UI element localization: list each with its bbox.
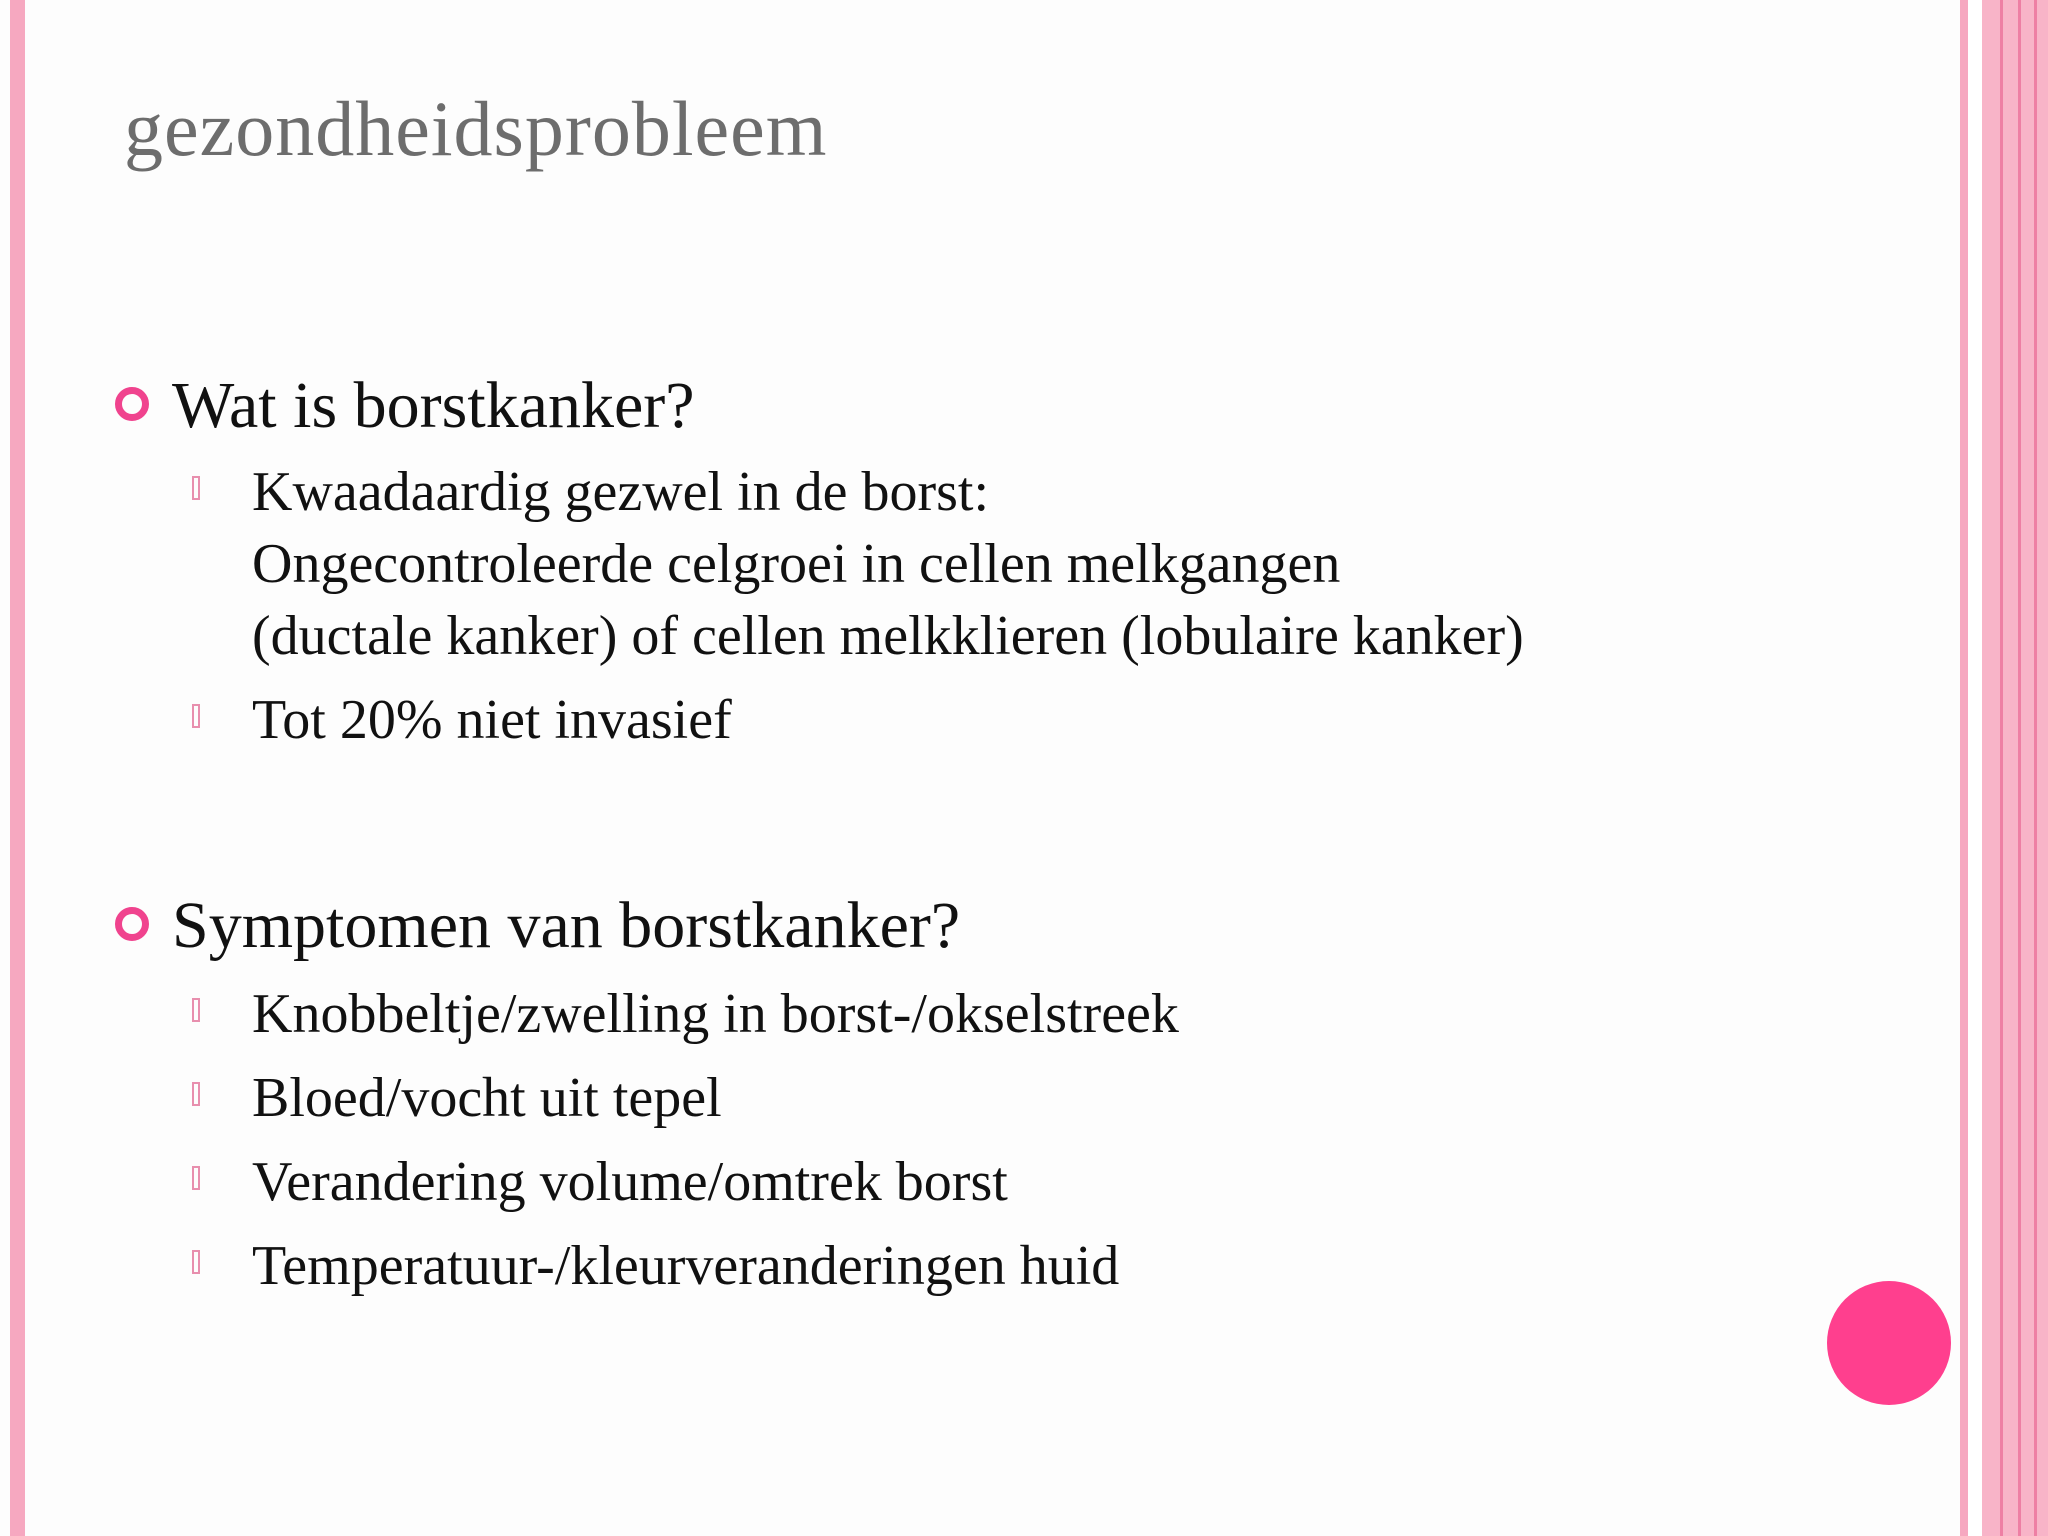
ring-bullet-icon [115, 387, 149, 421]
bullet-icon [192, 704, 200, 728]
right-border-decoration [1960, 0, 2048, 1536]
bullet-icon [192, 1166, 200, 1190]
decorative-pink-circle [1827, 1281, 1951, 1405]
bullet-icon [192, 1082, 200, 1106]
bullet-icon [192, 998, 200, 1022]
bullet-icon [192, 476, 200, 500]
slide-title: gezondheidsprobleem [124, 85, 828, 172]
ring-bullet-icon [115, 907, 149, 941]
left-border-decoration [10, 0, 25, 1536]
slide: gezondheidsprobleem Wat is borstkanker? Kwaadaardig gezwel in de borst: Ongecontroleerde celgroei in cellen melkgangen (ductale kanker) of cellen melkklieren (lobulaire kanker) Tot 20% niet invasief Symptomen van borstkanker? Knobbeltje/zwelling in borst-/okselstreek Bloed/vocht uit tepel Verandering volume/omtrek borst Temperatuur-/kleurveranderingen huid [0, 0, 2048, 1536]
bullet-icon [192, 1250, 200, 1274]
